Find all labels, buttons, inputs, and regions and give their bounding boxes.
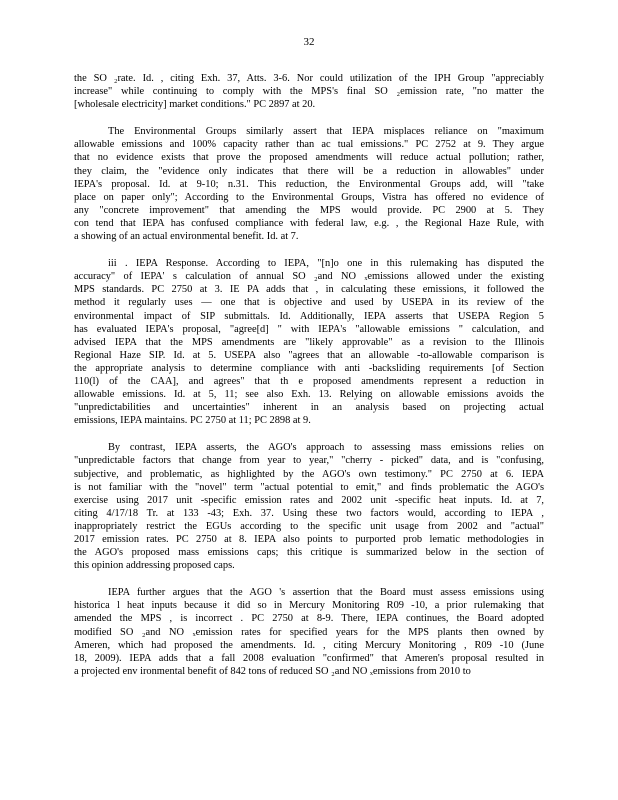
- text-line: the AGO's proposed mass emissions caps; this critique is summarized below in the section of: [74, 547, 544, 559]
- text-line: Ameren, which had proposed the amendments. Id. , citing Mercury Monitoring , R09 -10 (June: [74, 639, 544, 651]
- text-line: By contrast, IEPA asserts, the AGO's approach to assessing mass emissions relies on: [108, 442, 544, 454]
- text-line: the appropriate analysis to determine compliance with anti -backsliding requirements [of Section: [74, 362, 544, 374]
- text-line: is not familiar with the "novel" term "actual potential to emit," and finds problematic the AGO's: [74, 481, 544, 493]
- text-line: inappropriately restrict the EGUs according to the specific unit usage from 2002 and "actual": [74, 520, 544, 532]
- text-line: increase" while continuing to comply with the MPS's final SO ₂emission rate, "no matter the: [74, 86, 544, 98]
- text-line: modified SO ₂and NO ₓemission rates for specified years for the MPS plants then owned by: [74, 626, 544, 638]
- text-line: they claim, the "evidence only indicates that there will be a reduction in allowables" under: [74, 165, 544, 177]
- text-line: 2017 emission rates. PC 2750 at 8. IEPA also points to purported prob lematic methodologies in: [74, 534, 544, 545]
- body-text: [74, 72, 544, 692]
- text-line: that no evidence exists that prove the proposed amendments will reduce actual pollution; rather,: [74, 152, 544, 164]
- text-line: "unpredictabilities and uncertainties" inherent in an analysis based on projecting actual: [74, 402, 544, 414]
- text-line: a showing of an actual environmental benefit. Id. at 7.: [74, 231, 299, 243]
- paragraph: [74, 72, 544, 111]
- text-line: place on paper only"; According to the Environmental Groups, Vistra has offered no evidence of: [74, 191, 544, 203]
- text-line: this opinion addressing proposed caps.: [74, 560, 235, 572]
- text-line: subjective, and problematic, as highlighted by the AGO's own testimony." PC 2750 at 6. IEPA: [74, 468, 544, 480]
- text-line: IEPA further argues that the AGO 's assertion that the Board must assess emissions using: [108, 587, 544, 599]
- text-line: [wholesale electricity] market conditions." PC 2897 at 20.: [74, 99, 316, 111]
- text-line: iii . IEPA Response. According to IEPA, "[n]o one in this rulemaking has disputed the: [108, 258, 544, 270]
- text-line: allowable emissions and 100% capacity rather than ac tual emissions." PC 2752 at 9. They argue: [74, 139, 544, 151]
- text-line: IEPA's proposal. Id. at 9-10; n.31. This reduction, the Environmental Groups add, will "take: [74, 178, 544, 190]
- paragraph: [74, 441, 544, 572]
- text-line: amended the MPS , is incorrect . PC 2750 at 8-9. There, IEPA continues, the Board adopted: [74, 613, 544, 625]
- text-line: has evaluated IEPA's proposal, "agree[d] " with IEPA's "allowable emissions " calculation, and: [74, 323, 544, 335]
- text-line: 110(l) of the CAA], and agrees" that th e proposed amendments represent a reduction in: [74, 375, 544, 387]
- text-line: method it regularly uses — one that is objective and used by USEPA in its review of the: [74, 297, 544, 309]
- text-line: con tend that IEPA has confused compliance with federal law, e.g. , the Regional Haze Rule, with: [74, 217, 544, 229]
- text-line: accuracy" of IEPA' s calculation of annual SO ₂and NO ₓemissions allowed under the existing: [74, 271, 544, 283]
- text-line: advised IEPA that the MPS amendments are "likely approvable" as a revision to the Illinois: [74, 336, 544, 348]
- page-number: 32: [303, 36, 315, 48]
- text-line: Regional Haze SIP. Id. at 5. USEPA also "agrees that an allowable -to-allowable comparison is: [74, 349, 544, 361]
- text-line: The Environmental Groups similarly assert that IEPA misplaces reliance on "maximum: [108, 126, 544, 138]
- text-line: environmental impact of SIP submittals. Id. Additionally, IEPA asserts that USEPA Region 5: [74, 310, 544, 322]
- text-line: historica l heat inputs because it did so in Mercury Monitoring R09 -10, a prior rulemaking that: [74, 600, 544, 612]
- text-line: 18, 2009). IEPA adds that a fall 2008 evaluation "confirmed" that Ameren's proposal resulted in: [74, 652, 544, 664]
- paragraph: [74, 257, 544, 427]
- text-line: exercise using 2017 unit -specific emission rates and 2002 unit -specific heat inputs. Id. at 7,: [74, 494, 544, 506]
- text-line: a projected env ironmental benefit of 842 tons of reduced SO ₂and NO ₓemissions from 2010 to: [74, 665, 471, 677]
- paragraph: [74, 125, 544, 243]
- text-line: "unpredictable factors that change from year to year," "cherry - picked" data, and is "confusing,: [74, 455, 544, 467]
- text-line: emissions, IEPA maintains. PC 2750 at 11; PC 2898 at 9.: [74, 415, 311, 427]
- text-line: allowable emissions. Id. at 5, 11; see also Exh. 13. Relying on allowable emissions avoids the: [74, 389, 544, 401]
- text-line: citing 4/17/18 Tr. at 133 -43; Exh. 37. Using these two factors would, according to IEPA ,: [74, 507, 544, 519]
- text-line: any "concrete improvement" that amending the MPS would provide. PC 2900 at 5. They: [74, 204, 544, 216]
- text-line: the SO ₂rate. Id. , citing Exh. 37, Atts. 3-6. Nor could utilization of the IPH Group "appreciably: [74, 73, 544, 84]
- paragraph: [74, 586, 544, 678]
- text-line: MPS standards. PC 2750 at 3. IE PA adds that , in calculating these emissions, it followed the: [74, 284, 544, 296]
